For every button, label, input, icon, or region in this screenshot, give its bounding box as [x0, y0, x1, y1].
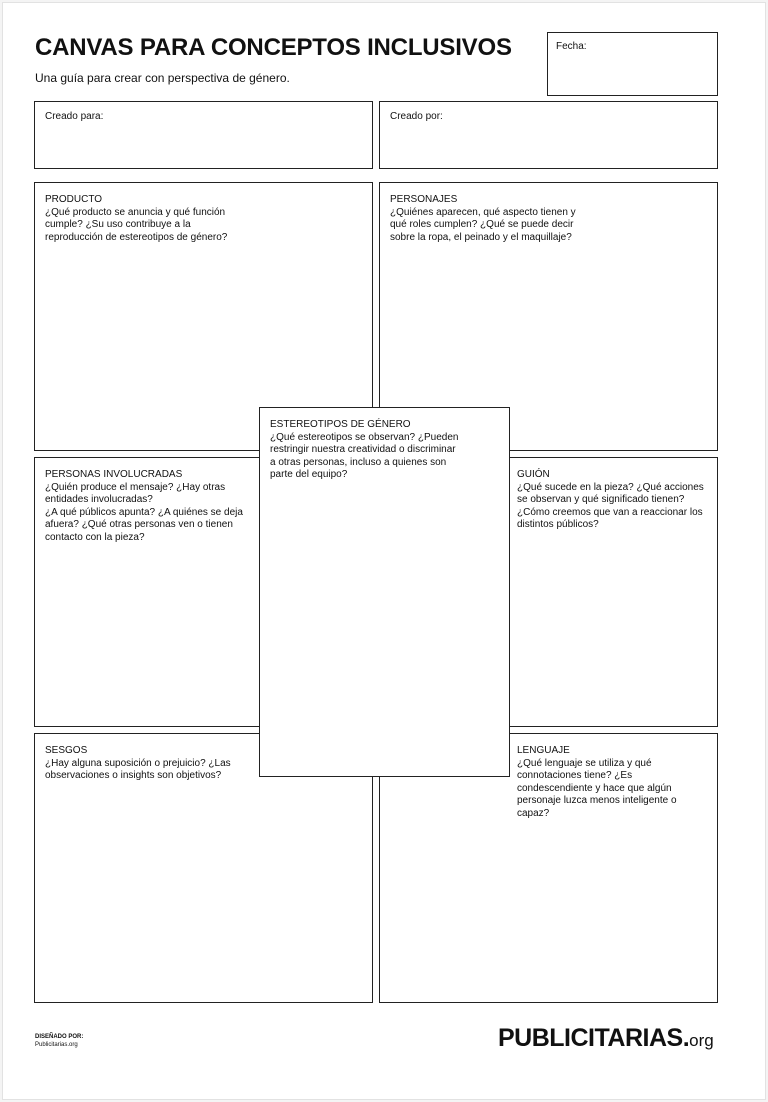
created-by-field[interactable] — [379, 101, 718, 169]
section-estereotipos-de-genero[interactable] — [259, 407, 510, 777]
page-title: CANVAS PARA CONCEPTOS INCLUSIVOS — [35, 34, 512, 61]
section-heading: GUIÓN — [517, 469, 550, 480]
brand-tld: org — [689, 1031, 714, 1050]
section-question: ¿Hay alguna suposición o prejuicio? ¿Las observaciones o insights son objetivos? — [45, 757, 231, 781]
date-label: Fecha: — [556, 41, 587, 52]
designed-by-credit — [35, 1034, 83, 1049]
section-question: ¿Quiénes aparecen, qué aspecto tienen y qué roles cumplen? ¿Qué se puede decir sobre la ropa, el peinado y el maquillaje? — [390, 206, 576, 243]
created-for-label: Creado para: — [45, 111, 104, 122]
section-heading: LENGUAJE — [517, 745, 570, 756]
created-for-field[interactable] — [34, 101, 373, 169]
section-heading: SESGOS — [45, 745, 88, 756]
section-question: ¿Quién produce el mensaje? ¿Hay otras entidades involucradas? ¿A qué públicos apunta? ¿A quiénes se deja afuera? ¿Qué otras personas ven o tienen contacto con la pieza? — [45, 481, 243, 543]
section-heading: PERSONAJES — [390, 194, 458, 205]
section-question: ¿Qué lenguaje se utiliza y qué connotaciones tiene? ¿Es condescendiente y hace que algún personaje luzca menos inteligente o capaz? — [517, 757, 677, 819]
page-subtitle: Una guía para crear con perspectiva de género. — [35, 71, 290, 85]
section-question: ¿Qué sucede en la pieza? ¿Qué acciones se observan y qué significado tienen? ¿Cómo creemos que van a reaccionar los distintos públicos? — [517, 481, 704, 530]
created-by-label: Creado por: — [390, 111, 443, 122]
brand-name: PUBLICITARIAS. — [498, 1024, 690, 1052]
designed-by-value: Publicitarias.org — [35, 1041, 78, 1048]
date-field[interactable] — [547, 32, 718, 96]
section-heading: PERSONAS INVOLUCRADAS — [45, 469, 183, 480]
section-question: ¿Qué producto se anuncia y qué función cumple? ¿Su uso contribuye a la reproducción de estereotipos de género? — [45, 206, 228, 243]
publicitarias-logo — [498, 1024, 714, 1053]
section-question: ¿Qué estereotipos se observan? ¿Pueden restringir nuestra creatividad o discriminar a otras personas, incluso a quienes son parte del equipo? — [270, 431, 459, 480]
designed-by-label: DISEÑADO POR: — [35, 1034, 84, 1040]
section-heading: ESTEREOTIPOS DE GÉNERO — [270, 419, 411, 430]
section-heading: PRODUCTO — [45, 194, 103, 205]
